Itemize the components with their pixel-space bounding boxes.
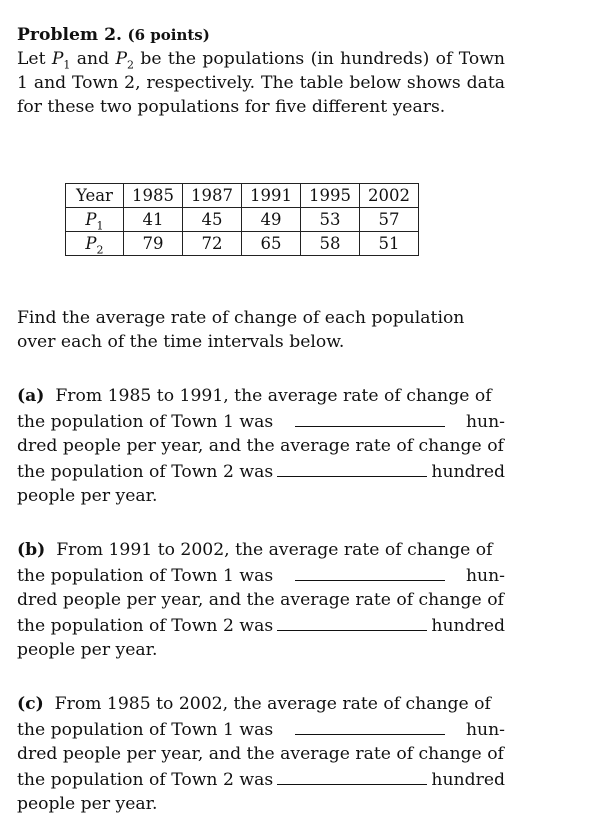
answer-blank-town1[interactable]	[295, 408, 445, 427]
part-text: the population of Town 2 was	[17, 770, 274, 790]
part-text: people per year.	[17, 794, 158, 814]
table-cell: 49	[241, 208, 300, 232]
part-text: dred people per year, and the average rate of change of	[17, 590, 504, 610]
table-year-cell: 1995	[300, 184, 359, 208]
part-text: hun-	[465, 720, 505, 740]
part-text: From 1985 to 1991, the average rate of change of	[55, 386, 492, 406]
part-text: the population of Town 1 was	[17, 720, 274, 740]
problem-intro	[17, 23, 505, 119]
answer-blank-town1[interactable]	[295, 716, 445, 735]
table-cell: 72	[182, 232, 241, 256]
problem-title: Problem 2.	[17, 25, 123, 45]
problem-page	[17, 23, 505, 816]
answer-blank-town1[interactable]	[295, 562, 445, 581]
answer-blank-town2[interactable]	[277, 766, 427, 785]
part-text: people per year.	[17, 640, 158, 660]
part-text: dred people per year, and the average rate of change of	[17, 436, 504, 456]
part-label: (a)	[17, 386, 45, 406]
part-text: the population of Town 2 was	[17, 462, 274, 482]
part-label: (c)	[17, 694, 44, 714]
part-text: the population of Town 1 was	[17, 412, 274, 432]
part-text: the population of Town 2 was	[17, 616, 274, 636]
table-row-label: $P_1$	[66, 208, 124, 232]
part-text: hun-	[465, 566, 505, 586]
table-cell: 53	[300, 208, 359, 232]
population-table	[65, 183, 419, 256]
part-text: the population of Town 1 was	[17, 566, 274, 586]
answer-blank-town2[interactable]	[277, 612, 427, 631]
table-row	[66, 208, 419, 232]
part-c	[17, 692, 505, 816]
part-label: (b)	[17, 540, 46, 560]
table-year-cell: 1991	[241, 184, 300, 208]
table-year-cell: 1985	[123, 184, 182, 208]
table-header-row	[66, 184, 419, 208]
part-text: hundred	[431, 616, 505, 636]
part-b	[17, 538, 505, 662]
part-text: dred people per year, and the average rate of change of	[17, 744, 504, 764]
table-row-label: $P_2$	[66, 232, 124, 256]
answer-blank-town2[interactable]	[277, 458, 427, 477]
table-cell: 41	[123, 208, 182, 232]
table-cell: 65	[241, 232, 300, 256]
part-text: hundred	[431, 462, 505, 482]
table-year-cell: 2002	[359, 184, 418, 208]
part-text: From 1985 to 2002, the average rate of change of	[54, 694, 491, 714]
table-header-label: Year	[66, 184, 124, 208]
table-cell: 45	[182, 208, 241, 232]
table-cell: 58	[300, 232, 359, 256]
table-cell: 57	[359, 208, 418, 232]
part-a	[17, 384, 505, 508]
table-year-cell: 1987	[182, 184, 241, 208]
part-text: hun-	[465, 412, 505, 432]
problem-points: (6 points)	[127, 26, 210, 44]
problem-intro-text: Let $P_1$ and $P_2$ be the populations (in hundreds) of Town 1 and Town 2, respectively. The table below shows data for these two populations for five different years.	[17, 49, 505, 117]
part-text: hundred	[431, 770, 505, 790]
instructions: Find the average rate of change of each population over each of the time intervals below.	[17, 308, 465, 352]
table-cell: 51	[359, 232, 418, 256]
part-text: From 1991 to 2002, the average rate of change of	[56, 540, 493, 560]
table-row	[66, 232, 419, 256]
table-cell: 79	[123, 232, 182, 256]
part-text: people per year.	[17, 486, 158, 506]
